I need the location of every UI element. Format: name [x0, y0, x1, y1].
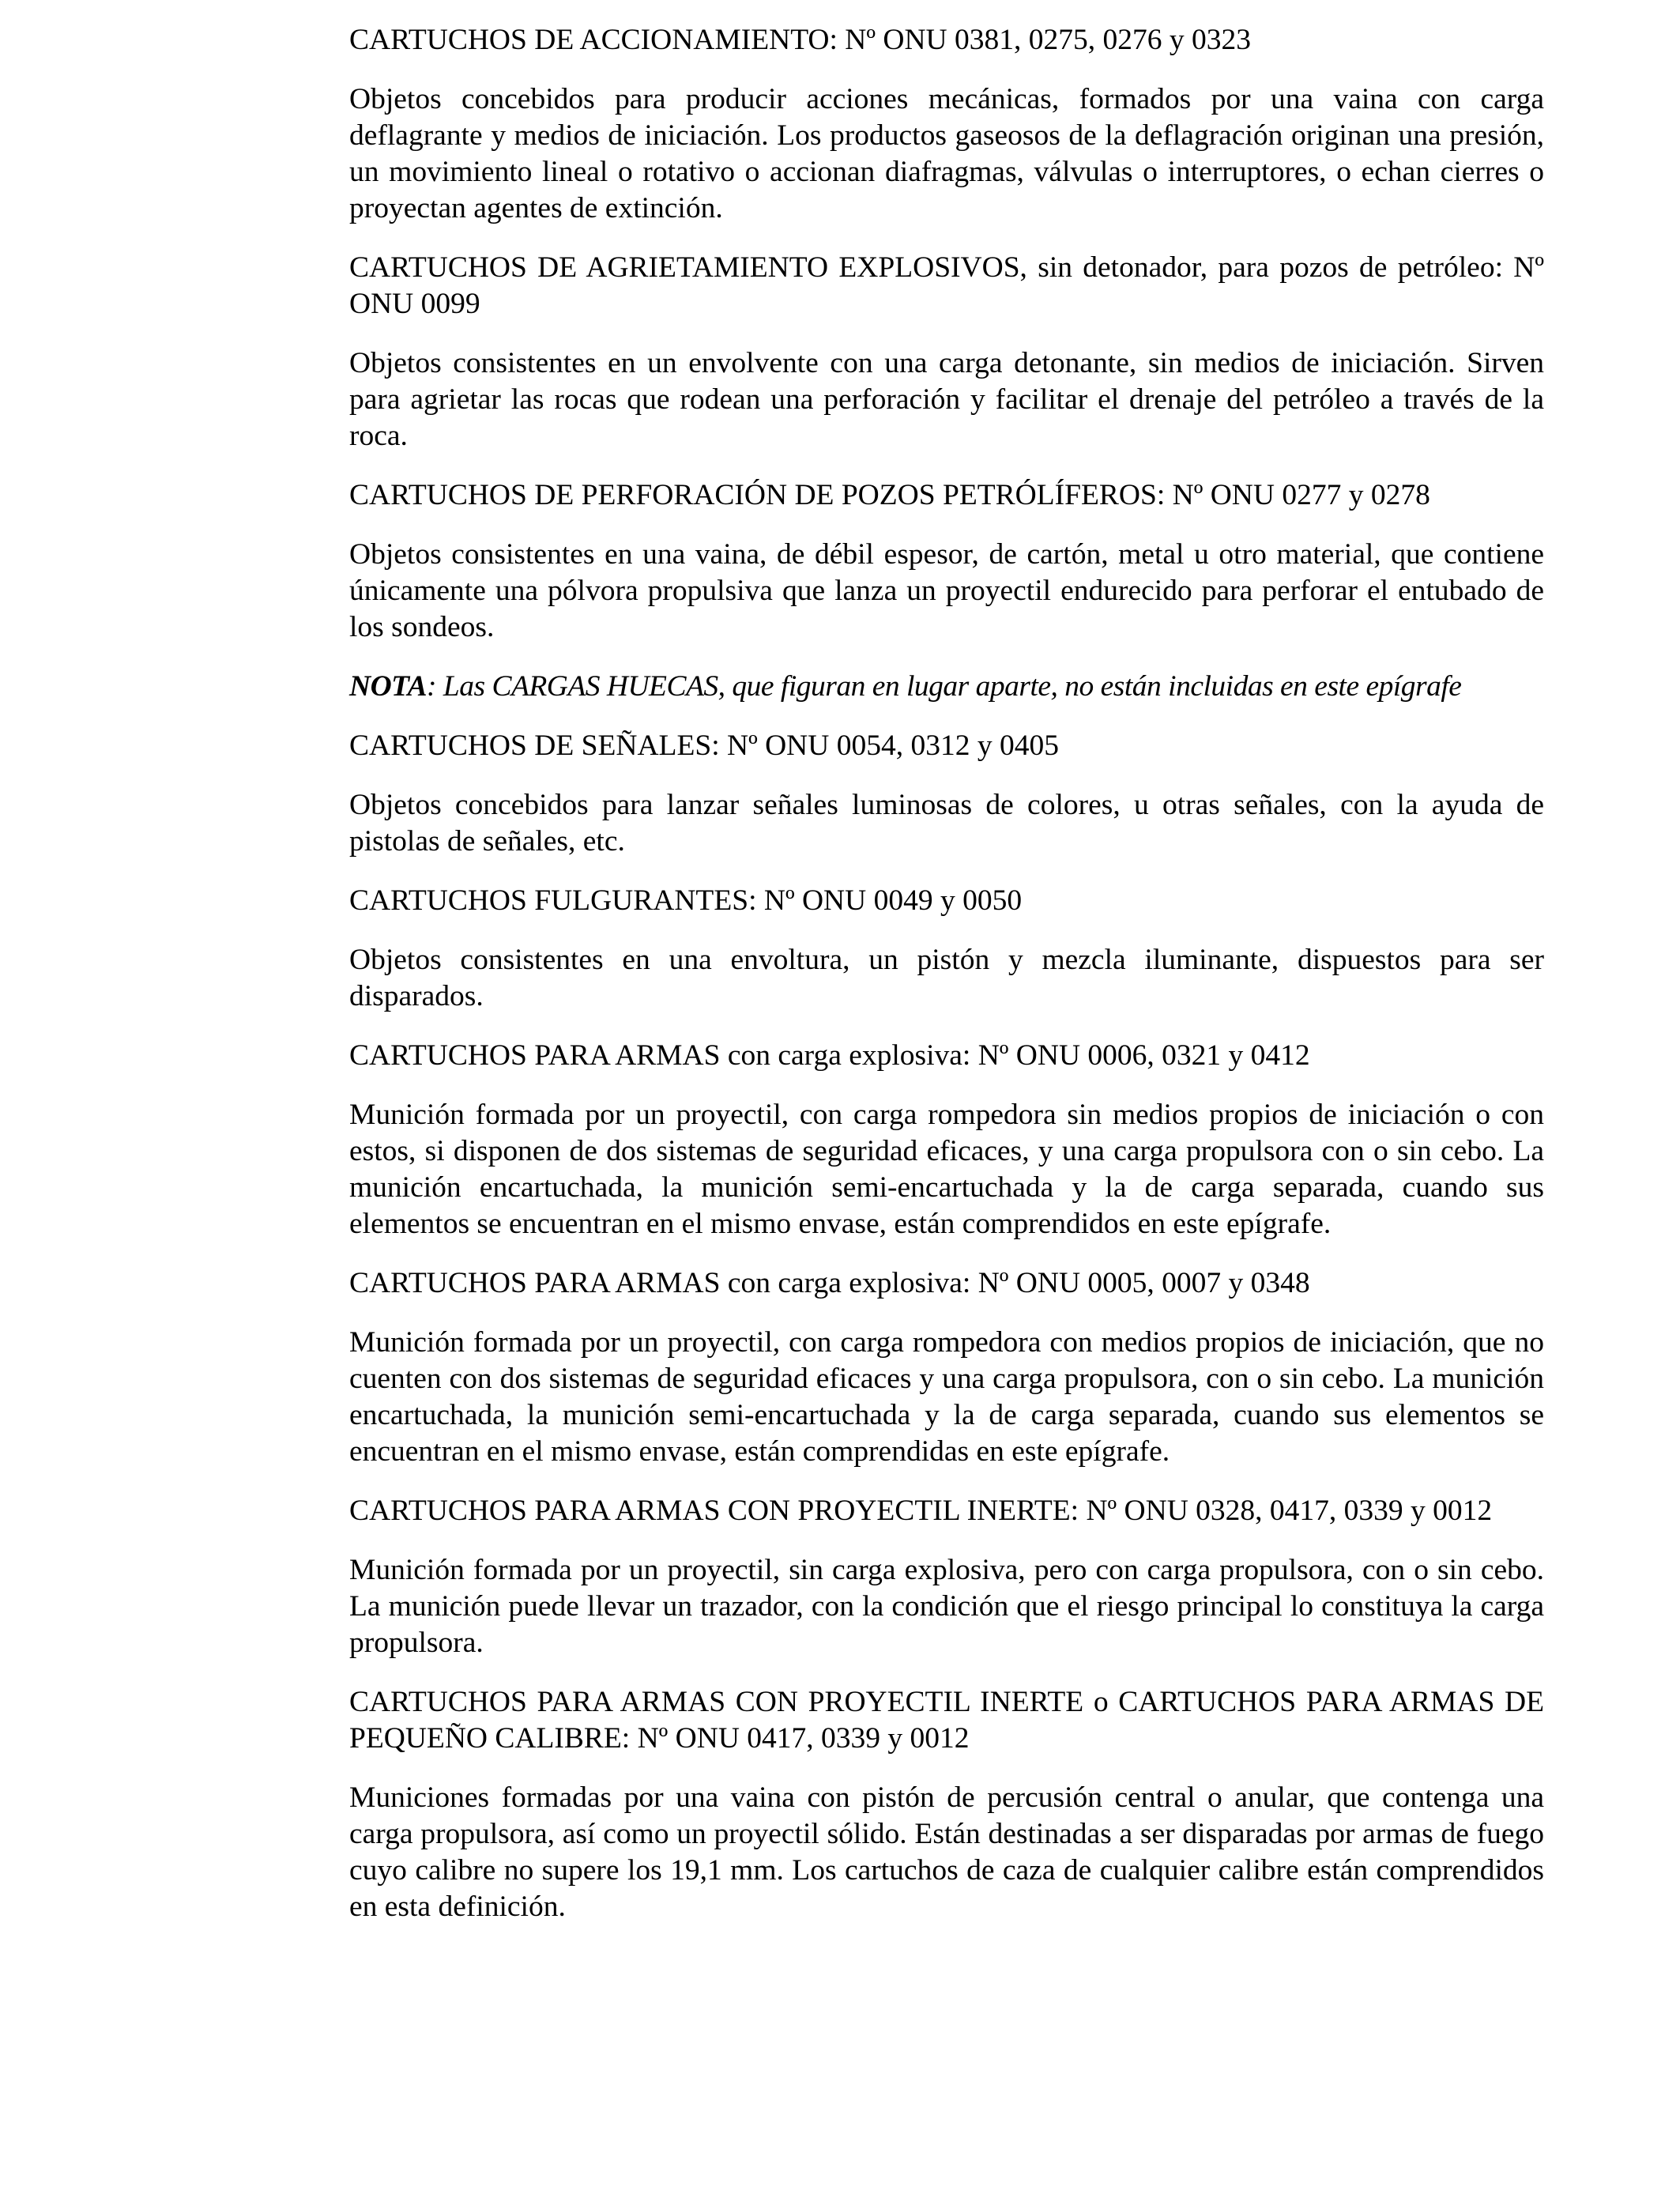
- entry-cartuchos-fulgurantes: [349, 883, 1544, 1015]
- entry-cartuchos-accionamiento: [349, 22, 1544, 227]
- entry-description: Munición formada por un proyectil, con carga rompedora con medios propios de iniciación, que no cuenten con dos sistemas de seguridad eficaces y una carga propulsora, con o sin cebo. La munición encartuchada, la munición semi-encartuchada y la de carga separada, cuando sus elementos se encuentran en el mismo envase, están comprendidas en este epígrafe.: [349, 1326, 1544, 1468]
- entry-description: Objetos consistentes en una vaina, de débil espesor, de cartón, metal u otro material, que contiene únicamente una pólvora propulsiva que lanza un proyectil endurecido para perforar el entubado de los sondeos.: [349, 538, 1544, 643]
- entry-cartuchos-pequeno-calibre: [349, 1684, 1544, 1925]
- entry-heading: CARTUCHOS PARA ARMAS CON PROYECTIL INERTE: Nº ONU 0328, 0417, 0339 y 0012: [349, 1495, 1493, 1527]
- entry-heading: CARTUCHOS DE AGRIETAMIENTO EXPLOSIVOS, sin detonador, para pozos de petróleo: Nº ONU 0099: [349, 251, 1544, 320]
- note-text: : Las CARGAS HUECAS, que figuran en lugar aparte, no están incluidas en este epígrafe: [427, 670, 1462, 703]
- entry-heading: CARTUCHOS PARA ARMAS con carga explosiva: Nº ONU 0006, 0321 y 0412: [349, 1039, 1310, 1072]
- entry-cartuchos-armas-sin-iniciacion: [349, 1038, 1544, 1242]
- entry-description: Objetos concebidos para producir acciones mecánicas, formados por una vaina con carga deflagrante y medios de iniciación. Los productos gaseosos de la deflagración originan una presión, un movimiento lineal o rotativo o accionan diafragmas, válvulas o interruptores, o echan cierres o proyectan agentes de extinción.: [349, 83, 1544, 224]
- note: [349, 669, 1544, 705]
- entry-cartuchos-agrietamiento: [349, 250, 1544, 454]
- entry-description: Municiones formadas por una vaina con pistón de percusión central o anular, que contenga una carga propulsora, así como un proyectil sólido. Están destinadas a ser disparadas por armas de fuego cuyo calibre no supere los 19,1 mm. Los cartuchos de caza de cualquier calibre están comprendidos en esta definición.: [349, 1781, 1544, 1923]
- entry-cartuchos-armas-con-iniciacion: [349, 1265, 1544, 1470]
- entry-heading: CARTUCHOS DE ACCIONAMIENTO: Nº ONU 0381, 0275, 0276 y 0323: [349, 24, 1252, 56]
- entry-description: Objetos consistentes en un envolvente con una carga detonante, sin medios de iniciación. Sirven para agrietar las rocas que rodean una perforación y facilitar el drenaje del petróleo a través de la roca.: [349, 347, 1544, 452]
- entry-description: Objetos concebidos para lanzar señales luminosas de colores, u otras señales, con la ayuda de pistolas de señales, etc.: [349, 789, 1544, 858]
- entry-description: Objetos consistentes en una envoltura, un pistón y mezcla iluminante, dispuestos para ser disparados.: [349, 944, 1544, 1012]
- entry-cartuchos-perforacion: [349, 477, 1544, 646]
- entry-description: Munición formada por un proyectil, sin carga explosiva, pero con carga propulsora, con o sin cebo. La munición puede llevar un trazador, con la condición que el riesgo principal lo constituya la carga propulsora.: [349, 1554, 1544, 1659]
- entry-heading: CARTUCHOS PARA ARMAS CON PROYECTIL INERTE o CARTUCHOS PARA ARMAS DE PEQUEÑO CALIBRE: Nº ONU 0417, 0339 y 0012: [349, 1686, 1544, 1755]
- note-label: NOTA: [349, 670, 428, 703]
- entry-heading: CARTUCHOS DE PERFORACIÓN DE POZOS PETRÓLÍFEROS: Nº ONU 0277 y 0278: [349, 479, 1430, 511]
- entry-cartuchos-proyectil-inerte: [349, 1493, 1544, 1661]
- document-page: [349, 22, 1544, 1948]
- entry-heading: CARTUCHOS DE SEÑALES: Nº ONU 0054, 0312 y 0405: [349, 729, 1059, 762]
- entry-heading: CARTUCHOS FULGURANTES: Nº ONU 0049 y 0050: [349, 884, 1023, 917]
- entry-cartuchos-senales: [349, 728, 1544, 860]
- entry-description: Munición formada por un proyectil, con carga rompedora sin medios propios de iniciación o con estos, si disponen de dos sistemas de seguridad eficaces, y una carga propulsora con o sin cebo. La munición encartuchada, la munición semi-encartuchada y la de carga separada, cuando sus elementos se encuentran en el mismo envase, están comprendidos en este epígrafe.: [349, 1099, 1544, 1240]
- entry-heading: CARTUCHOS PARA ARMAS con carga explosiva: Nº ONU 0005, 0007 y 0348: [349, 1267, 1310, 1299]
